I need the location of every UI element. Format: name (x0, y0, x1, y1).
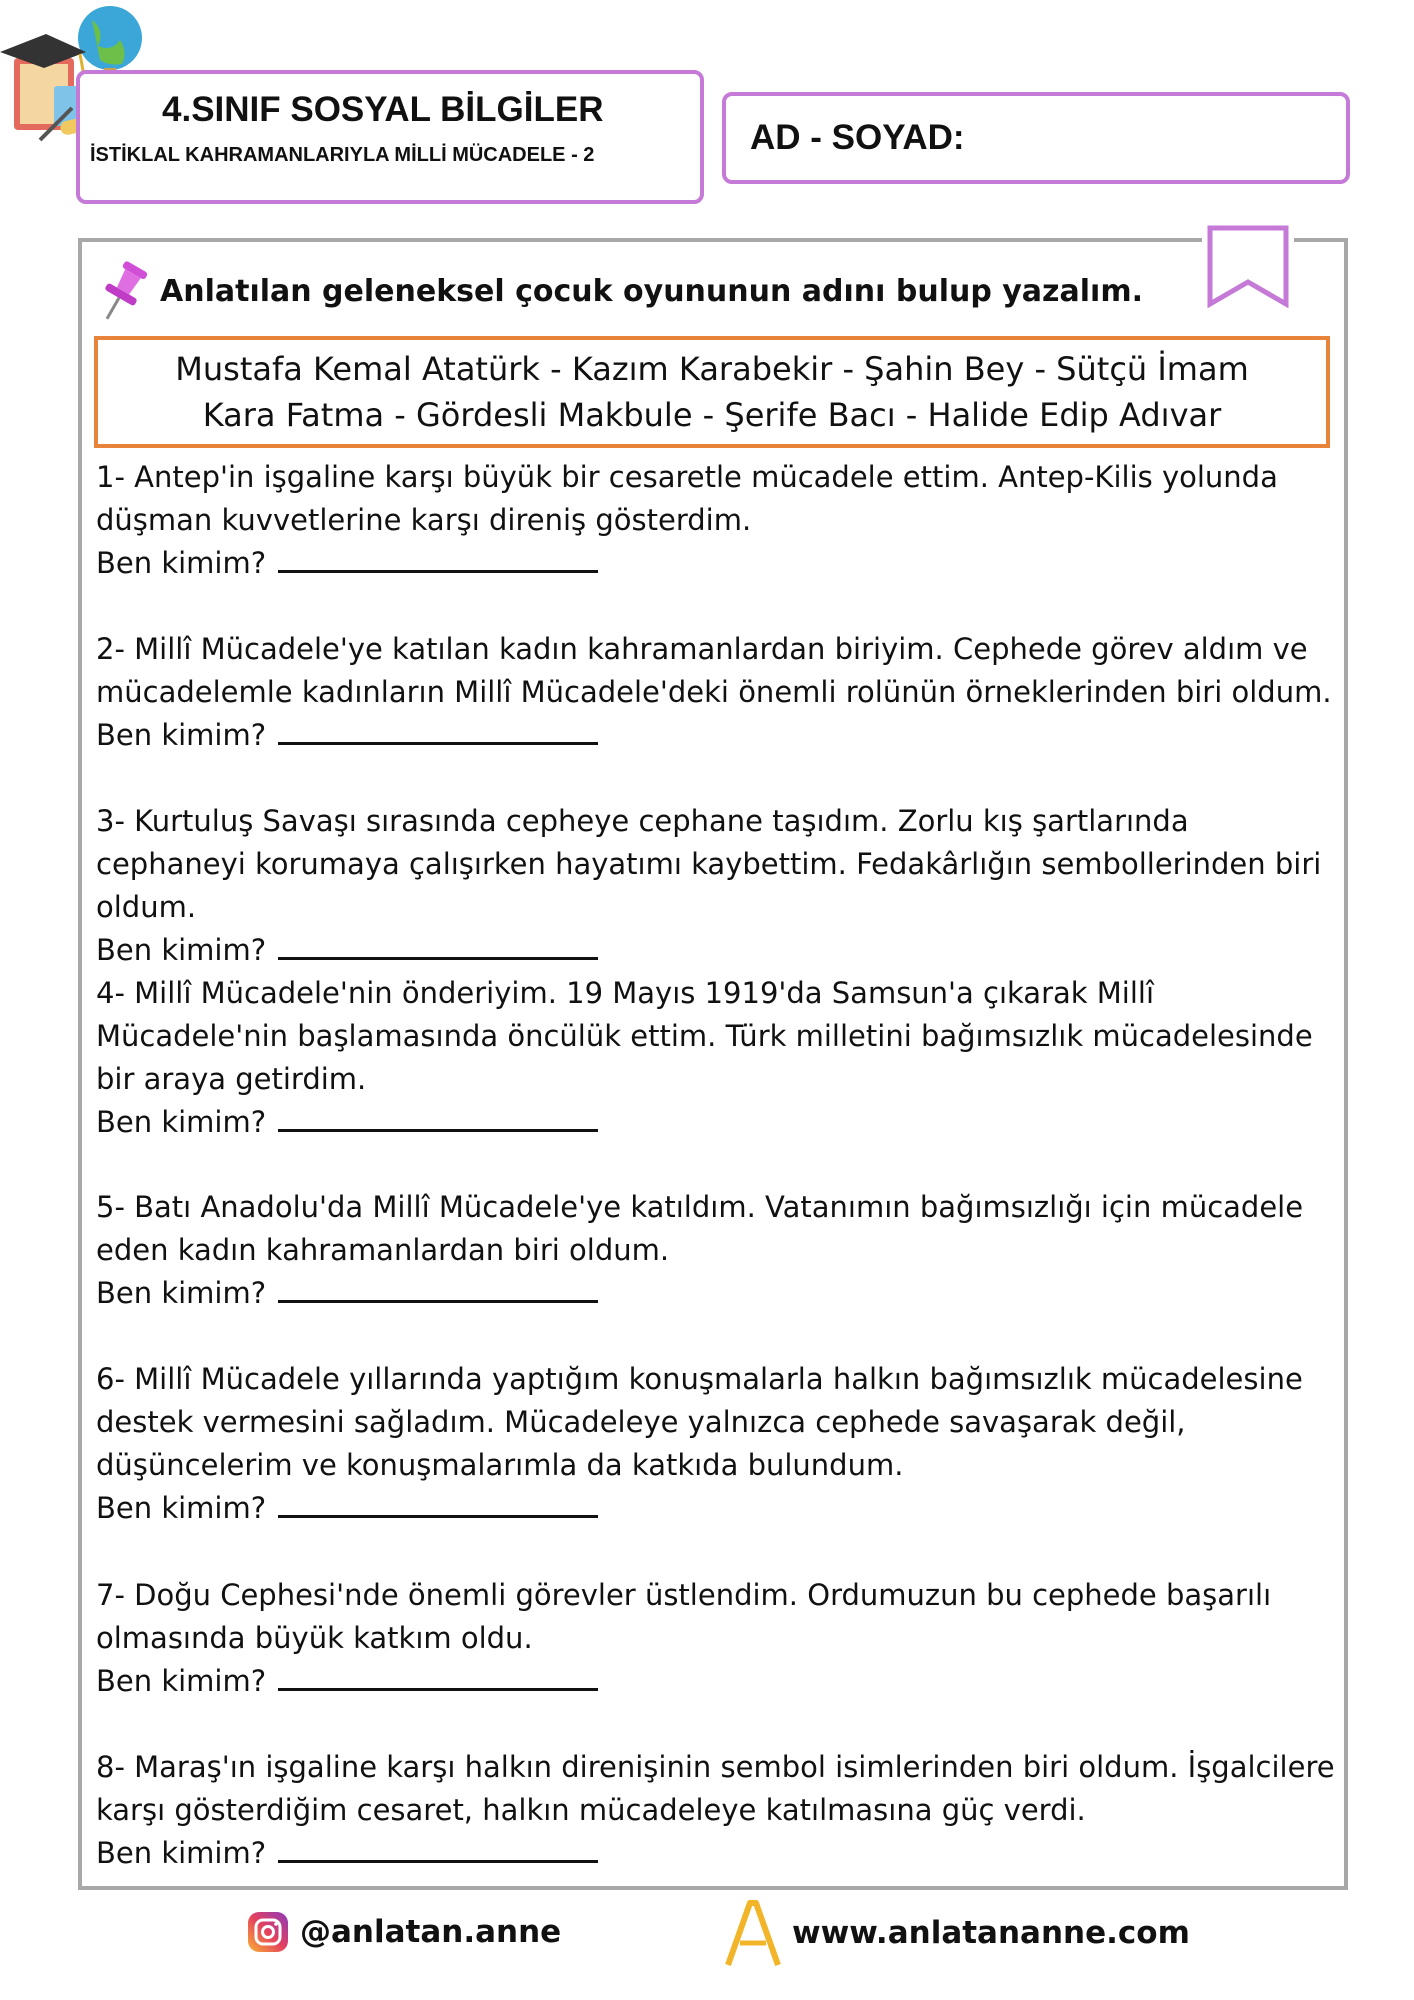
answer-row (96, 542, 1336, 585)
answer-prompt: Ben kimim? (96, 546, 267, 580)
answer-blank[interactable] (278, 1273, 598, 1303)
answer-prompt: Ben kimim? (96, 718, 267, 752)
answer-blank[interactable] (278, 1833, 598, 1863)
answer-row (96, 1101, 1336, 1144)
answer-blank[interactable] (278, 1488, 598, 1518)
answer-blank[interactable] (278, 543, 598, 573)
answer-blank[interactable] (278, 1102, 598, 1132)
letter-a-logo-icon (722, 1899, 784, 1967)
word-bank-line-1: Mustafa Kemal Atatürk - Kazım Karabekir - Şahin Bey - Sütçü İmam (175, 350, 1249, 388)
answer-row (96, 714, 1336, 757)
answer-row (96, 1272, 1336, 1315)
instagram-handle: @anlatan.anne (300, 1914, 562, 1950)
answer-blank[interactable] (278, 1661, 598, 1691)
answer-row (96, 1660, 1336, 1703)
question-3 (96, 800, 1336, 972)
question-8 (96, 1746, 1336, 1875)
question-text: 4- Millî Mücadele'nin önderiyim. 19 Mayıs 1919'da Samsun'a çıkarak Millî Mücadele'nin başlamasında öncülük ettim. Türk milletini bağımsızlık mücadelesinde bir araya getirdim. (96, 976, 1313, 1096)
question-2 (96, 628, 1336, 757)
question-text: 7- Doğu Cephesi'nde önemli görevler üstlendim. Ordumuzun bu cephede başarılı olmasında büyük katkım oldu. (96, 1578, 1272, 1655)
answer-row (96, 1832, 1336, 1875)
answer-prompt: Ben kimim? (96, 1664, 267, 1698)
bookmark-icon (1202, 224, 1294, 310)
website-url: www.anlatananne.com (792, 1915, 1190, 1951)
answer-row (96, 929, 1336, 972)
answer-prompt: Ben kimim? (96, 1836, 267, 1870)
answer-blank[interactable] (278, 930, 598, 960)
title-box (76, 70, 704, 204)
answer-blank[interactable] (278, 715, 598, 745)
name-label: AD - SOYAD: (750, 118, 965, 157)
question-text: 8- Maraş'ın işgaline karşı halkın direnişinin sembol isimlerinden biri oldum. İşgalcilere karşı gösterdiğim cesaret, halkın mücadeleye katılmasına güç verdi. (96, 1750, 1335, 1827)
answer-prompt: Ben kimim? (96, 933, 267, 967)
answer-row (96, 1487, 1336, 1530)
question-text: 1- Antep'in işgaline karşı büyük bir cesaretle mücadele ettim. Antep-Kilis yolunda düşman kuvvetlerine karşı direniş gösterdim. (96, 460, 1278, 537)
instruction-row (96, 256, 1143, 326)
word-bank-line-2: Kara Fatma - Gördesli Makbule - Şerife Bacı - Halide Edip Adıvar (202, 396, 1222, 434)
page-subtitle: İSTİKLAL KAHRAMANLARIYLA MİLLİ MÜCADELE - 2 (90, 144, 595, 166)
page-title: 4.SINIF SOSYAL BİLGİLER (162, 90, 604, 129)
question-7 (96, 1574, 1336, 1703)
word-bank (94, 336, 1330, 448)
answer-prompt: Ben kimim? (96, 1276, 267, 1310)
instagram-link[interactable] (246, 1908, 561, 1956)
answer-prompt: Ben kimim? (96, 1491, 267, 1525)
answer-prompt: Ben kimim? (96, 1105, 267, 1139)
question-6 (96, 1358, 1336, 1530)
question-1 (96, 456, 1336, 585)
name-field-box[interactable] (722, 92, 1350, 184)
pushpin-icon (96, 257, 150, 325)
question-4 (96, 972, 1336, 1144)
instagram-icon (246, 1910, 290, 1954)
question-text: 2- Millî Mücadele'ye katılan kadın kahramanlardan biriyim. Cephede görev aldım ve mücadelemle kadınların Millî Mücadele'deki önemli rolünün örneklerinden biri oldum. (96, 632, 1332, 709)
instruction-text: Anlatılan geleneksel çocuk oyununun adını bulup yazalım. (160, 273, 1143, 309)
question-text: 5- Batı Anadolu'da Millî Mücadele'ye katıldım. Vatanımın bağımsızlığı için mücadele eden kadın kahramanlardan biri oldum. (96, 1190, 1304, 1267)
question-text: 6- Millî Mücadele yıllarında yaptığım konuşmalarla halkın bağımsızlık mücadelesine destek vermesini sağladım. Mücadeleye yalnızca cephede savaşarak değil, düşüncelerim ve konuşmalarımla da katkıda bulundum. (96, 1362, 1303, 1482)
question-5 (96, 1186, 1336, 1315)
question-text: 3- Kurtuluş Savaşı sırasında cepheye cephane taşıdım. Zorlu kış şartlarında cephaneyi korumaya çalışırken hayatımı kaybettim. Fedakârlığın sembollerinden biri oldum. (96, 804, 1322, 924)
website-link[interactable] (722, 1898, 1190, 1968)
